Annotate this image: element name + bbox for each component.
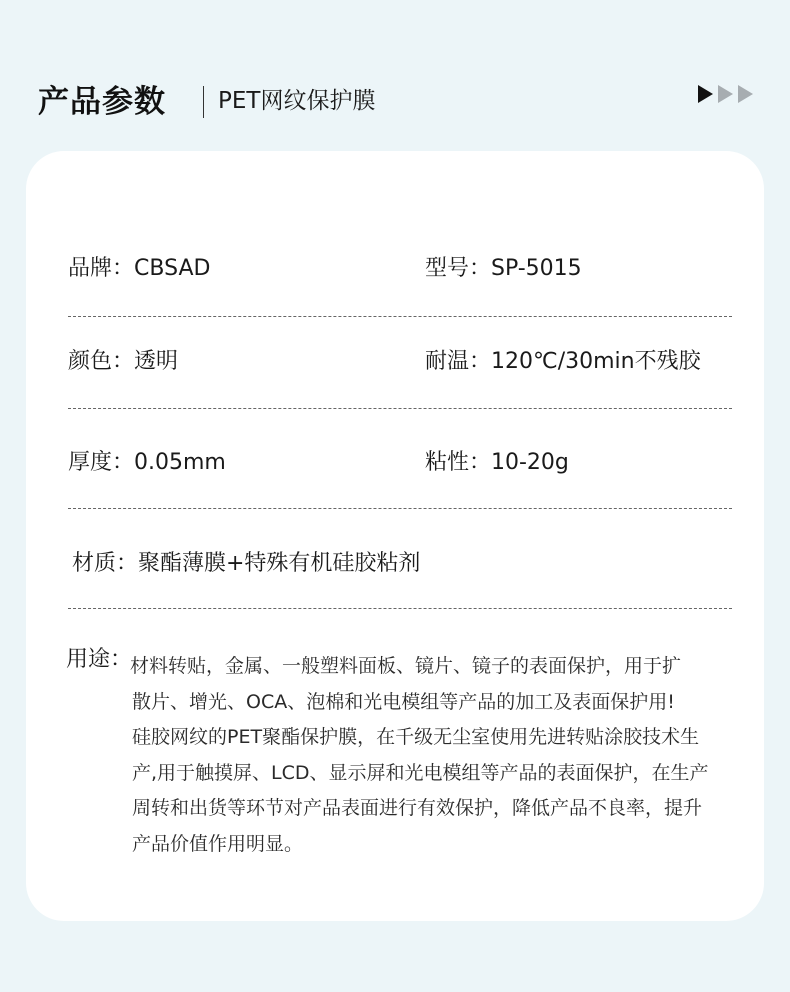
divider	[68, 316, 732, 317]
temperature-field: 耐温：120℃/30min不残胶	[425, 349, 701, 374]
play-arrow-icon	[718, 85, 733, 103]
usage-line: 产,用于触摸屏、LCD、显示屏和光电模组等产品的表面保护，在生产	[132, 761, 709, 784]
divider	[68, 408, 732, 409]
usage-line: 材料转贴，金属、一般塑料面板、镜片、镜子的表面保护，用于扩	[130, 655, 682, 677]
usage-description	[132, 649, 737, 862]
usage-line: 产品价值作用明显。	[132, 832, 304, 855]
color-field: 颜色：透明	[68, 349, 179, 374]
usage-line: 散片、增光、OCA、泡棉和光电模组等产品的加工及表面保护用!	[132, 690, 675, 713]
param-row	[68, 249, 732, 289]
page-title: 产品参数	[38, 84, 166, 120]
title-divider	[203, 86, 204, 118]
param-row	[68, 544, 732, 584]
material-field: 材质：聚酯薄膜+特殊有机硅胶粘剂	[72, 551, 421, 576]
usage-line: 周转和出货等环节对产品表面进行有效保护，降低产品不良率，提升	[132, 797, 703, 819]
play-arrow-icon	[738, 85, 753, 103]
page-header	[0, 0, 790, 150]
model-field: 型号：SP-5015	[425, 256, 582, 281]
param-row	[68, 342, 732, 382]
arrows-decoration	[698, 85, 753, 105]
usage-line: 硅胶网纹的PET聚酯保护膜，在千级无尘室使用先进转贴涂胶技术生	[132, 726, 700, 748]
thickness-field: 厚度：0.05mm	[68, 450, 226, 475]
product-name: PET网纹保护膜	[218, 88, 376, 114]
brand-field: 品牌：CBSAD	[68, 256, 211, 281]
params-card	[26, 151, 764, 921]
divider	[68, 608, 732, 609]
usage-label: 用途：	[66, 647, 133, 672]
adhesion-field: 粘性：10-20g	[425, 450, 569, 475]
param-row	[68, 443, 732, 483]
play-arrow-icon	[698, 85, 713, 103]
divider	[68, 508, 732, 509]
